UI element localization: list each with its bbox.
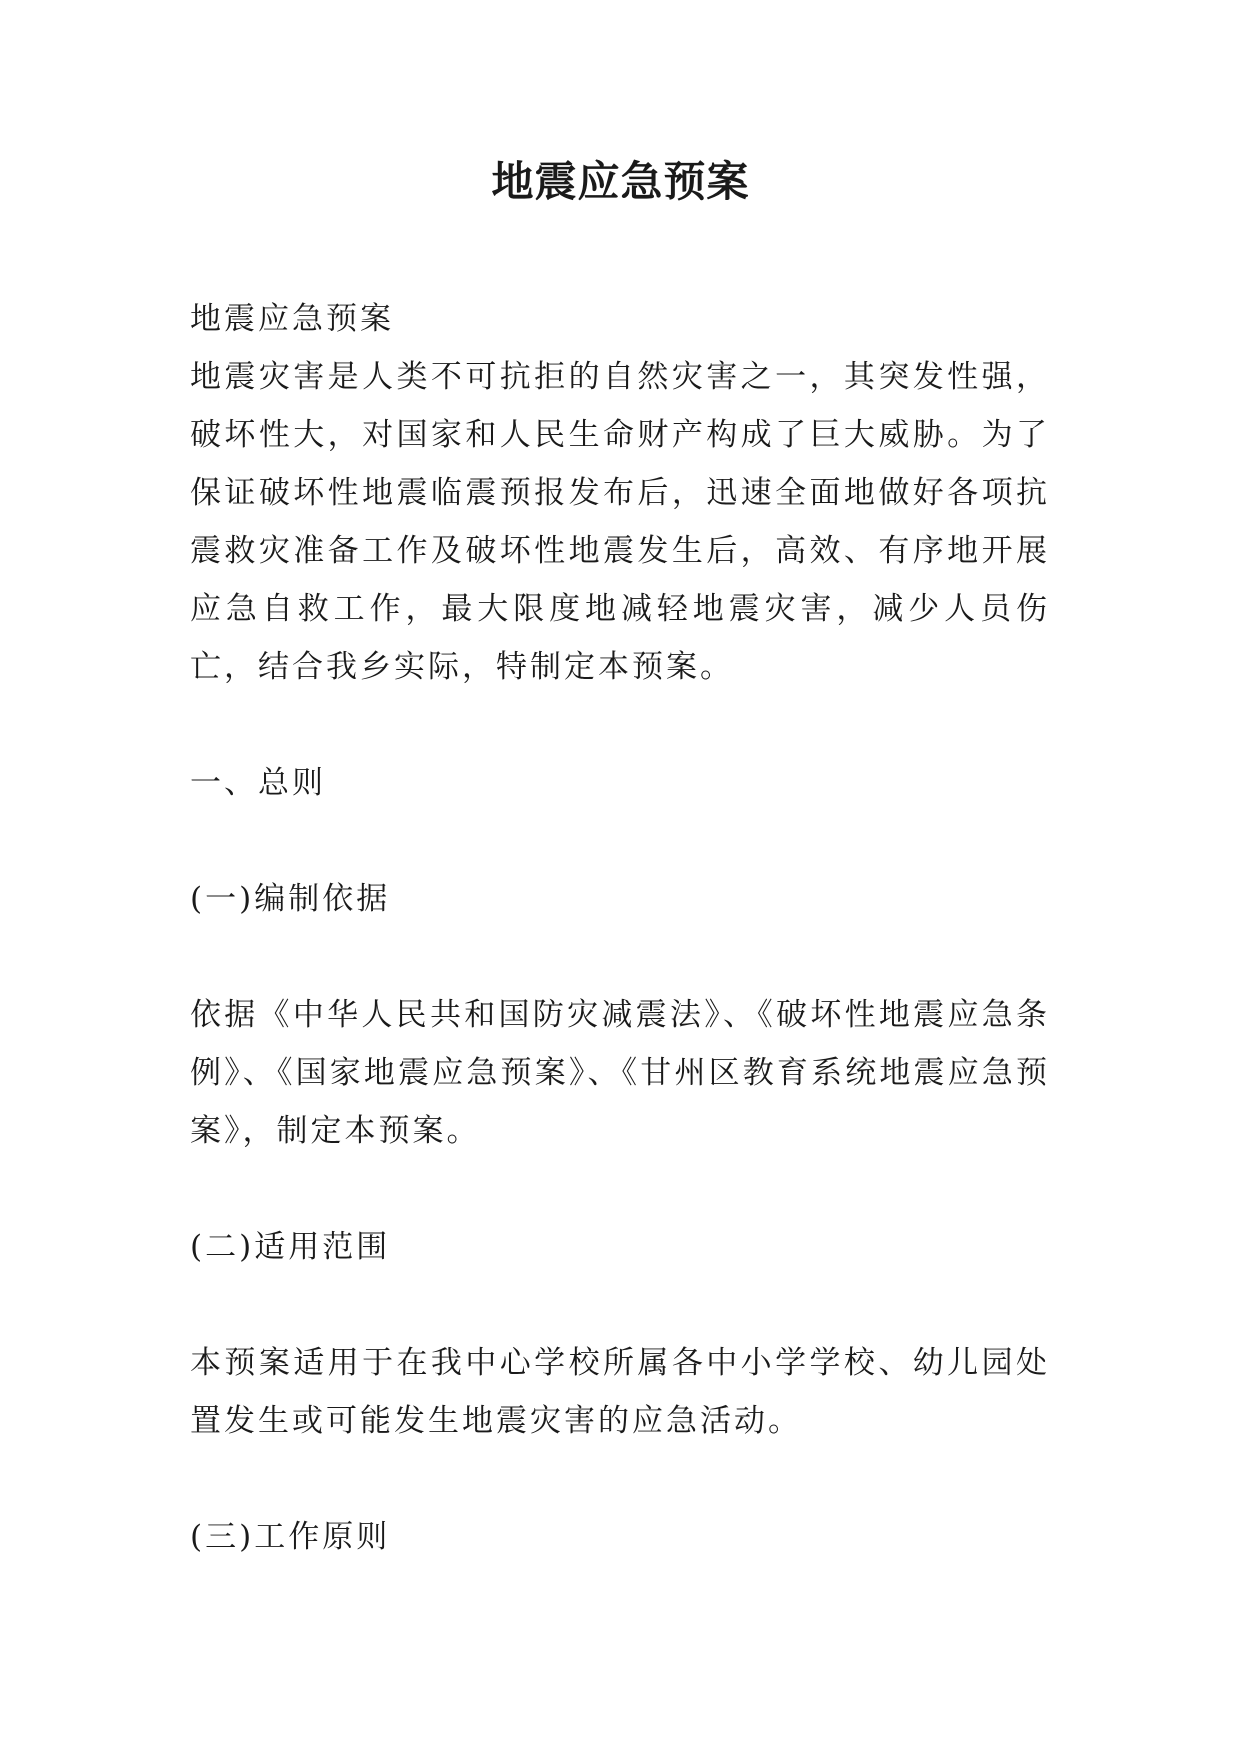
subsection-heading-basis: (一)编制依据: [190, 881, 391, 917]
basis-paragraph: 依据《中华人民共和国防灾减震法》、《破坏性地震应急条例》、《国家地震应急预案》、《甘州区教育系统地震应急预案》，制定本预案。: [190, 997, 1050, 1149]
subsection-heading-scope: (二)适用范围: [190, 1229, 391, 1265]
scope-paragraph: 本预案适用于在我中心学校所属各中小学学校、幼儿园处置发生或可能发生地震灾害的应急活动。: [190, 1345, 1050, 1439]
subsection-heading-principles: (三)工作原则: [190, 1519, 391, 1555]
document-title: 地震应急预案: [491, 157, 750, 206]
section-heading-general: 一、总则: [190, 765, 326, 801]
document-body: [190, 290, 1050, 1566]
intro-paragraph: 地震灾害是人类不可抗拒的自然灾害之一，其突发性强，破坏性大，对国家和人民生命财产构成了巨大威胁。为了保证破坏性地震临震预报发布后，迅速全面地做好各项抗震救灾准备工作及破坏性地震发生后，高效、有序地开展应急自救工作，最大限度地减轻地震灾害，减少人员伤亡，结合我乡实际，特制定本预案。: [190, 359, 1050, 685]
document-subtitle: 地震应急预案: [190, 301, 394, 337]
